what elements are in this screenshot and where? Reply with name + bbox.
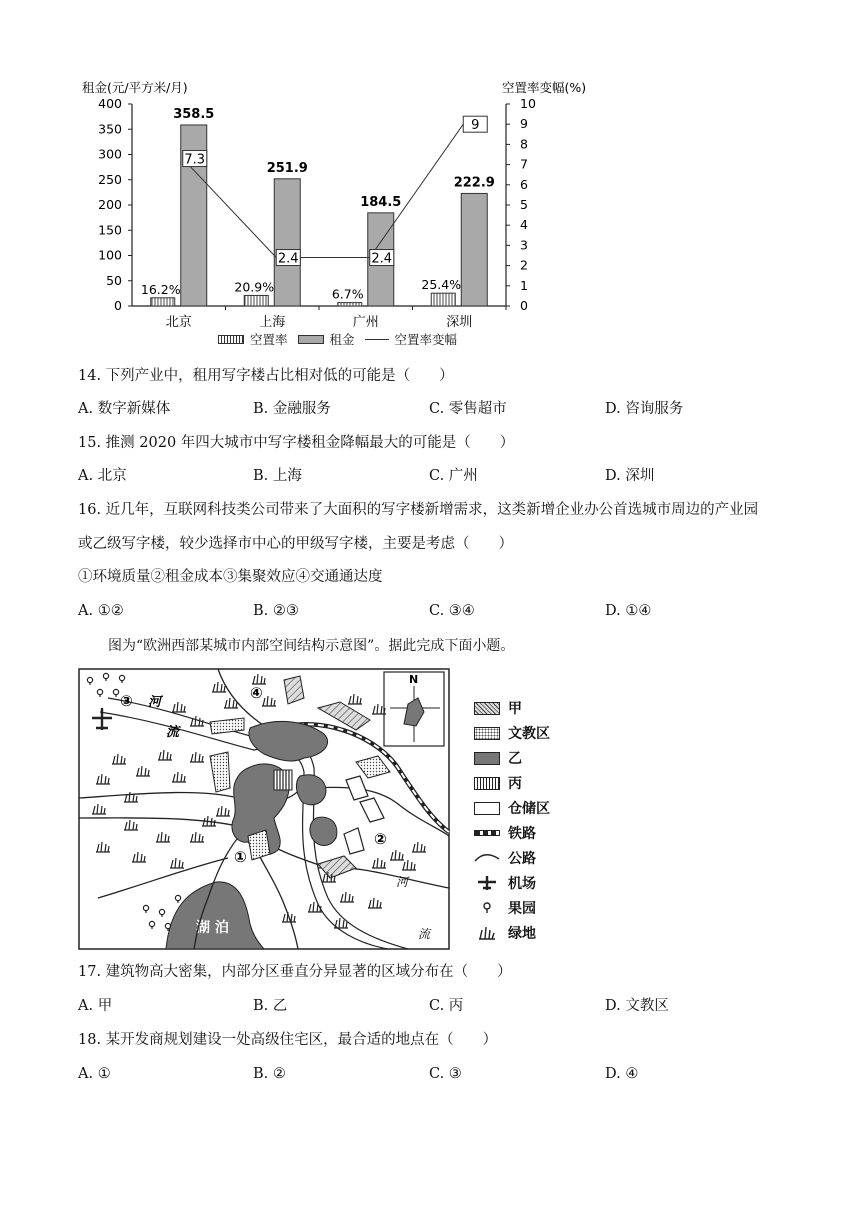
question-16-stem-line2: 或乙级写字楼，较少选择市中心的甲级写字楼，主要是考虑（ ） (78, 536, 513, 552)
y-right-tick-label: 1 (520, 277, 528, 293)
label-vacancy: 25.4% (421, 277, 462, 293)
y-right-tick-label: 2 (520, 257, 528, 273)
question-15-stem: 15. 推测 2020 年四大城市中写字楼租金降幅最大的可能是（ ） (78, 435, 515, 451)
legend-yi (474, 748, 522, 768)
legend-orchard-label: 果园 (508, 901, 536, 917)
zone-bing (274, 770, 292, 790)
legend-orchard (474, 898, 536, 918)
bar-rent (274, 179, 300, 306)
q15-option-d[interactable]: D. 深圳 (605, 468, 655, 484)
y-right-tick-label: 5 (520, 197, 528, 212)
legend-bing (474, 773, 522, 793)
question-18-stem: 18. 某开发商规划建设一处高级住宅区，最合适的地点在（ ） (78, 1032, 498, 1048)
y-left-tick-label: 300 (98, 146, 122, 162)
zone-yi-east (296, 775, 326, 805)
legend-bing-swatch (474, 777, 500, 790)
legend-rent-swatch (298, 335, 324, 344)
y-right-tick-label: 4 (520, 217, 528, 233)
y-left-tick-label: 400 (98, 96, 122, 111)
q16-option-b[interactable]: B. ②③ (253, 603, 299, 619)
q17-option-b[interactable]: B. 乙 (253, 998, 288, 1014)
lake-label: 湖 泊 (196, 920, 229, 936)
q14-option-b[interactable]: B. 金融服务 (253, 401, 331, 417)
legend-vacancy-swatch (218, 335, 244, 344)
x-category-label: 北京 (165, 315, 192, 330)
river-label-2: 流 (166, 725, 180, 740)
q18-option-c[interactable]: C. ③ (429, 1066, 462, 1082)
road-line-icon (474, 851, 500, 865)
label-vacancy: 6.7% (331, 286, 364, 302)
question-16-stem: 16. 近几年，互联网科技类公司带来了大面积的写字楼新增需求，这类新增企业办公首选城市周边的产业园 (78, 502, 759, 518)
legend-railway-label: 铁路 (508, 826, 536, 842)
x-category-label: 深圳 (446, 315, 473, 330)
y-right-axis-label: 空置率变幅(%) (502, 80, 587, 95)
x-category-label: 上海 (259, 315, 286, 330)
y-left-tick-label: 350 (98, 121, 122, 137)
question-17-stem: 17. 建筑物高大密集，内部分区垂直分异显著的区域分布在（ ） (78, 964, 512, 980)
airport-legend-icon (474, 875, 500, 891)
y-right-tick-label: 3 (520, 237, 528, 253)
legend-jia (474, 698, 522, 718)
q14-option-d[interactable]: D. 咨询服务 (605, 401, 684, 417)
y-left-axis-label: 租金(元/平方米/月) (82, 80, 188, 95)
legend-road-label: 公路 (508, 851, 536, 867)
bar-vacancy (151, 298, 175, 306)
label-rent: 358.5 (173, 106, 215, 122)
rent-vacancy-chart (70, 70, 610, 350)
legend-education-swatch (474, 727, 500, 740)
bar-vacancy (338, 303, 362, 306)
legend-green (474, 923, 536, 943)
map-intro: 图为“欧洲西部某城市内部空间结构示意图”。据此完成下面小题。 (108, 638, 515, 654)
river-label-4: 流 (418, 927, 431, 941)
legend-yi-swatch (474, 752, 500, 765)
legend-yi-label: 乙 (508, 751, 522, 767)
grass-legend-icon (474, 925, 500, 941)
label-vacancy: 20.9% (234, 279, 275, 295)
zone-education-south (248, 830, 270, 860)
question-16-statements: ①环境质量②租金成本③集聚效应④交通通达度 (78, 569, 383, 585)
y-right-tick-label: 7 (520, 156, 528, 172)
q17-option-c[interactable]: C. 丙 (429, 998, 464, 1014)
label-vacancy-change: 2.4 (277, 251, 299, 267)
x-category-label: 广州 (352, 315, 379, 330)
q17-option-a[interactable]: A. 甲 (78, 998, 113, 1014)
legend-road (474, 848, 536, 868)
bar-rent (461, 193, 487, 306)
legend-green-label: 绿地 (508, 926, 536, 942)
legend-line-swatch (365, 339, 389, 340)
q17-option-d[interactable]: D. 文教区 (605, 998, 669, 1014)
legend-airport-label: 机场 (508, 876, 536, 892)
bar-vacancy (431, 293, 455, 306)
y-left-tick-label: 250 (98, 171, 122, 187)
legend-warehouse-swatch (474, 802, 500, 815)
q18-option-a[interactable]: A. ① (78, 1066, 111, 1082)
river-label-3: 河 (396, 875, 409, 889)
label-vacancy: 16.2% (140, 281, 181, 297)
q18-option-b[interactable]: B. ② (253, 1066, 286, 1082)
q15-option-c[interactable]: C. 广州 (429, 468, 478, 484)
legend-jia-swatch (474, 702, 500, 715)
q16-option-a[interactable]: A. ①② (78, 603, 124, 619)
y-right-tick-label: 9 (520, 116, 528, 132)
q16-option-c[interactable]: C. ③④ (429, 603, 475, 619)
chart-line (183, 116, 488, 265)
legend-line-label: 空置率变幅 (394, 332, 458, 347)
north-label: N (409, 673, 419, 686)
label-rent: 222.9 (453, 175, 495, 191)
legend-jia-label: 甲 (508, 701, 522, 717)
legend-rent-label: 租金 (329, 332, 355, 347)
q14-option-c[interactable]: C. 零售超市 (429, 401, 507, 417)
legend-warehouse-label: 仓储区 (508, 801, 550, 817)
y-left-tick-label: 100 (98, 247, 122, 263)
q14-option-a[interactable]: A. 数字新媒体 (78, 401, 171, 417)
label-rent: 184.5 (360, 194, 402, 210)
bar-vacancy (244, 295, 268, 306)
legend-bing-label: 丙 (508, 776, 522, 792)
question-14-stem: 14. 下列产业中，租用写字楼占比相对低的可能是（ ） (78, 368, 454, 384)
site-2-label: ② (374, 830, 387, 848)
legend-education (474, 723, 550, 743)
legend-airport (474, 873, 536, 893)
legend-education-label: 文教区 (508, 726, 550, 742)
zone-yi-southeast (310, 817, 337, 845)
y-left-tick-label: 150 (98, 222, 122, 238)
vacancy-change-line (183, 124, 464, 257)
y-right-tick-label: 10 (520, 96, 536, 111)
label-vacancy-change: 2.4 (371, 251, 393, 267)
y-left-tick-label: 0 (114, 298, 122, 313)
q16-option-d[interactable]: D. ①④ (605, 603, 652, 619)
label-vacancy-change: 9 (471, 118, 480, 134)
label-rent: 251.9 (266, 160, 308, 176)
legend-railway-swatch (474, 830, 500, 836)
orchard-legend-icon (474, 900, 500, 916)
chart-legend (218, 330, 457, 348)
site-4-label: ④ (250, 684, 263, 702)
y-right-tick-label: 0 (520, 298, 528, 313)
y-left-tick-label: 50 (106, 272, 122, 288)
legend-warehouse (474, 798, 550, 818)
y-left-tick-label: 200 (98, 197, 122, 212)
city-structure-map (78, 668, 450, 950)
legend-vacancy-label: 空置率 (250, 332, 288, 347)
river-label-1: 河 (148, 695, 162, 710)
label-vacancy-change: 7.3 (184, 152, 206, 168)
q18-option-d[interactable]: D. ④ (605, 1066, 639, 1082)
q15-option-a[interactable]: A. 北京 (78, 468, 127, 484)
site-3-label: ③ (120, 692, 133, 710)
site-1-label: ① (234, 848, 247, 866)
legend-railway (474, 823, 536, 843)
y-right-tick-label: 8 (520, 136, 528, 152)
y-right-tick-label: 6 (520, 176, 528, 192)
q15-option-b[interactable]: B. 上海 (253, 468, 302, 484)
